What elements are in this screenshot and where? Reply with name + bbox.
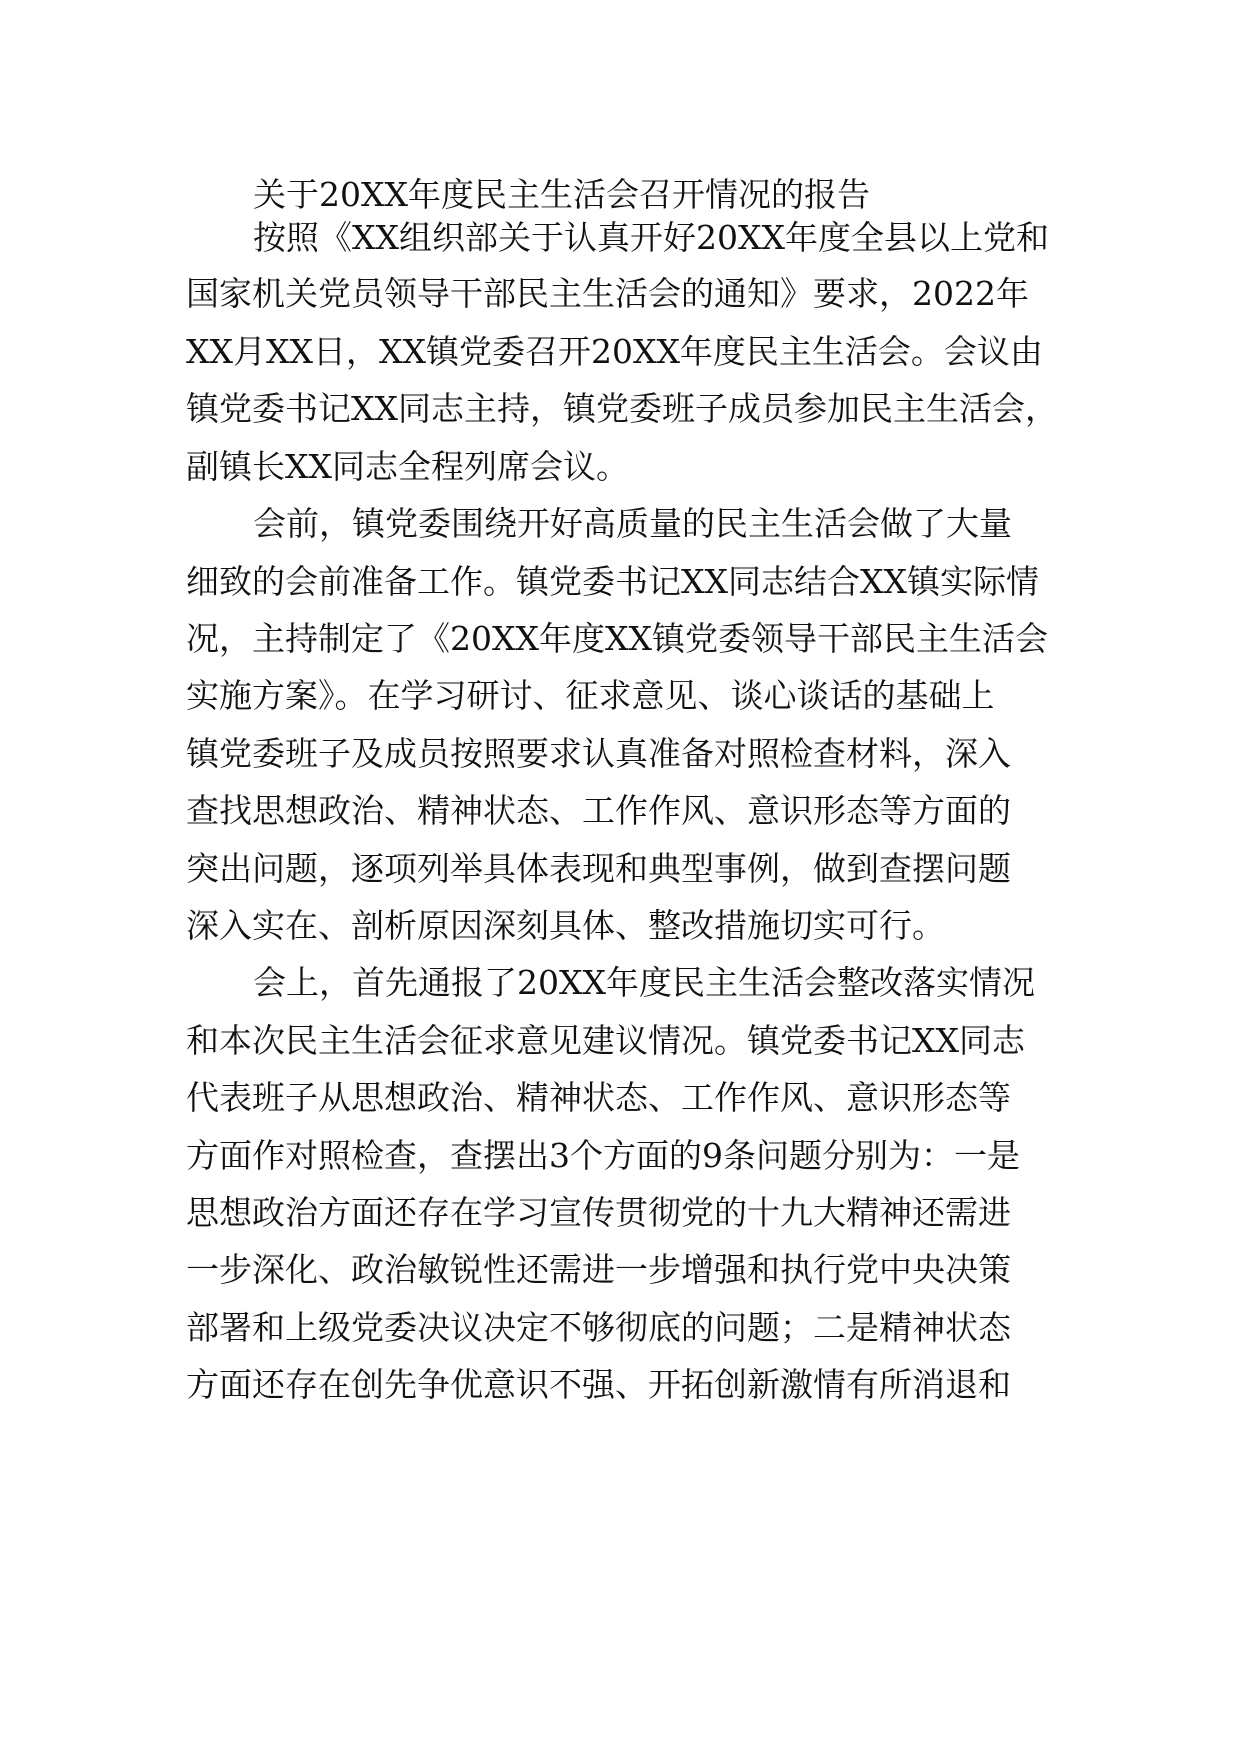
text-line: 深入实在、剖析原因深刻具体、整改措施切实可行。	[186, 906, 945, 945]
text-line: 镇党委班子及成员按照要求认真准备对照检查材料，深入	[186, 734, 1011, 773]
document-title: 关于20XX年度民主生活会召开情况的报告	[253, 175, 870, 214]
text-line: 镇党委书记XX同志主持，镇党委班子成员参加民主生活会，	[186, 389, 1058, 428]
text-line: 细致的会前准备工作。镇党委书记XX同志结合XX镇实际情	[186, 562, 1039, 601]
text-line: 国家机关党员领导干部民主生活会的通知》要求，2022年	[186, 274, 1029, 313]
text-line: 实施方案》。在学习研讨、征求意见、谈心谈话的基础上	[186, 676, 995, 715]
text-line: 副镇长XX同志全程列席会议。	[186, 447, 629, 486]
text-line: 查找思想政治、精神状态、工作作风、意识形态等方面的	[186, 791, 1011, 830]
text-line: 方面还存在创先争优意识不强、开拓创新激情有所消退和	[186, 1365, 1011, 1404]
text-line: 思想政治方面还存在学习宣传贯彻党的十九大精神还需进	[186, 1193, 1011, 1232]
text-line: 一步深化、政治敏锐性还需进一步增强和执行党中央决策	[186, 1250, 1011, 1289]
text-line: 会上，首先通报了20XX年度民主生活会整改落实情况	[253, 963, 1035, 1002]
text-line: XX月XX日，XX镇党委召开20XX年度民主生活会。会议由	[186, 332, 1043, 371]
text-line: 突出问题，逐项列举具体表现和典型事例，做到查摆问题	[186, 849, 1011, 888]
text-line: 会前，镇党委围绕开好高质量的民主生活会做了大量	[253, 504, 1012, 543]
text-line: 部署和上级党委决议决定不够彻底的问题；二是精神状态	[186, 1308, 1011, 1347]
text-line: 代表班子从思想政治、精神状态、工作作风、意识形态等	[186, 1078, 1011, 1117]
text-line: 按照《XX组织部关于认真开好20XX年度全县以上党和	[253, 218, 1049, 257]
text-line: 方面作对照检查，查摆出3个方面的9条问题分别为：一是	[186, 1136, 1020, 1175]
text-line: 况，主持制定了《20XX年度XX镇党委领导干部民主生活会	[186, 619, 1048, 658]
text-line: 和本次民主生活会征求意见建议情况。镇党委书记XX同志	[186, 1021, 1025, 1060]
